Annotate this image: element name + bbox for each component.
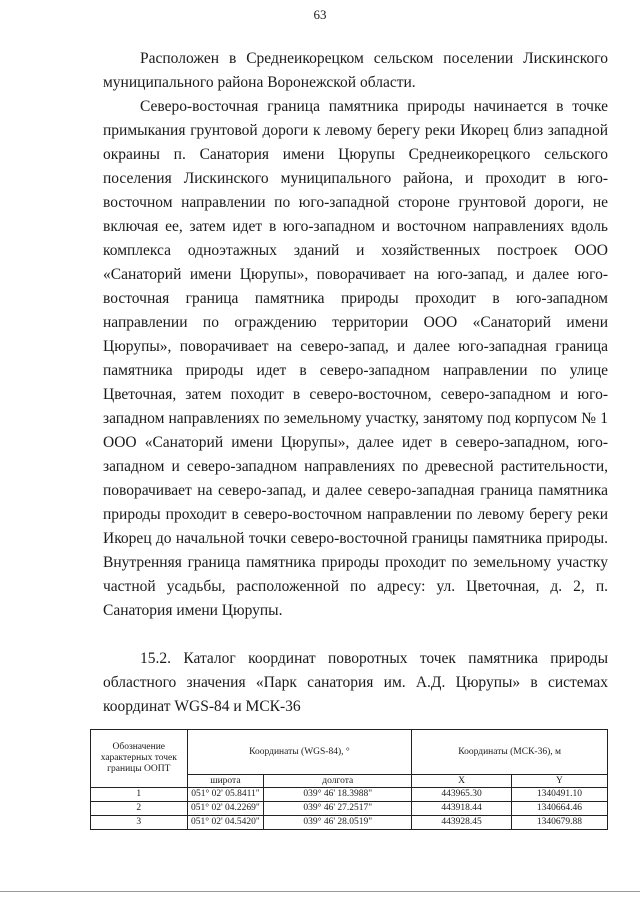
location-text: Расположен в Среднеикорецком сельском поселении Лискинского муниципального района Воронежской области. xyxy=(103,50,608,91)
table-row xyxy=(91,802,608,816)
subheader-y: Y xyxy=(511,775,607,788)
subheader-longitude: долгота xyxy=(264,775,412,788)
location-paragraph xyxy=(103,47,608,95)
y-cell: 1340679.88 xyxy=(511,816,607,830)
table-row xyxy=(91,788,608,802)
x-cell: 443928.45 xyxy=(412,816,512,830)
table-header-row xyxy=(91,730,608,775)
catalog-heading-text: 15.2. Каталог координат поворотных точек памятника природы областного значения «Парк санатория им. А.Д. Цюрупы» в системах координат WGS-84 и МСК-36 xyxy=(103,650,608,715)
longitude-cell: 039° 46' 27.2517" xyxy=(264,802,412,816)
page-bottom-divider xyxy=(0,891,640,892)
y-cell: 1340664.46 xyxy=(511,802,607,816)
page-number: 63 xyxy=(313,7,327,22)
longitude-cell: 039° 46' 28.0519" xyxy=(264,816,412,830)
longitude-cell: 039° 46' 18.3988" xyxy=(264,788,412,802)
latitude-cell: 051° 02' 05.8411" xyxy=(187,788,264,802)
header-msk36: Координаты (МСК-36), м xyxy=(412,730,608,775)
point-number: 1 xyxy=(91,788,188,802)
point-number: 2 xyxy=(91,802,188,816)
latitude-cell: 051° 02' 04.2269" xyxy=(187,802,264,816)
catalog-heading-paragraph xyxy=(103,647,608,719)
boundary-paragraph xyxy=(103,95,608,623)
header-wgs84: Координаты (WGS-84), ° xyxy=(187,730,412,775)
subheader-x: X xyxy=(412,775,512,788)
y-cell: 1340491.10 xyxy=(511,788,607,802)
coordinates-table xyxy=(90,729,608,830)
latitude-cell: 051° 02' 04.5420" xyxy=(187,816,264,830)
x-cell: 443965.30 xyxy=(412,788,512,802)
table-row xyxy=(91,816,608,830)
subheader-latitude: широта xyxy=(187,775,264,788)
header-points: Обозначение характерных точек границы ООПТ xyxy=(91,730,188,788)
x-cell: 443918.44 xyxy=(412,802,512,816)
point-number: 3 xyxy=(91,816,188,830)
boundary-text: Северо-восточная граница памятника природы начинается в точке примыкания грунтовой дороги к левому берегу реки Икорец близ западной окраины п. Санатория имени Цюрупы Среднеикорецкого сельского поселения Лискинского муниципального района, и проходит в юго-восточном направлении по юго-западной стороне грунтовой дороги, не включая ее, затем идет в юго-западном и восточном направлениях вдоль комплекса одноэтажных зданий и хозяйственных построек ООО «Санаторий имени Цюрупы», поворачивает на юго-запад, и далее юго-восточная граница памятника природы проходит в юго-западном направлении по ограждению территории ООО «Санаторий имени Цюрупы», поворачивает на северо-запад, и далее юго-западная граница памятника природы идет в северо-западном направлении по улице Цветочная, затем походит в северо-восточном, северо-западном и юго-западном направлениях по земельному участку, занятому под корпусом № 1 ООО «Санаторий имени Цюрупы», далее идет в северо-западном, юго-западном и северо-западном направлениях по древесной растительности, поворачивает на северо-запад, и далее северо-западная граница памятника природы проходит в северо-восточном направлении по левому берегу реки Икорец до начальной точки северо-восточной границы памятника природы. Внутренняя граница памятника природы проходит по земельному участку частной усадьбы, расположенной по адресу: ул. Цветочная, д. 2, п. Санатория имени Цюрупы. xyxy=(103,98,608,619)
